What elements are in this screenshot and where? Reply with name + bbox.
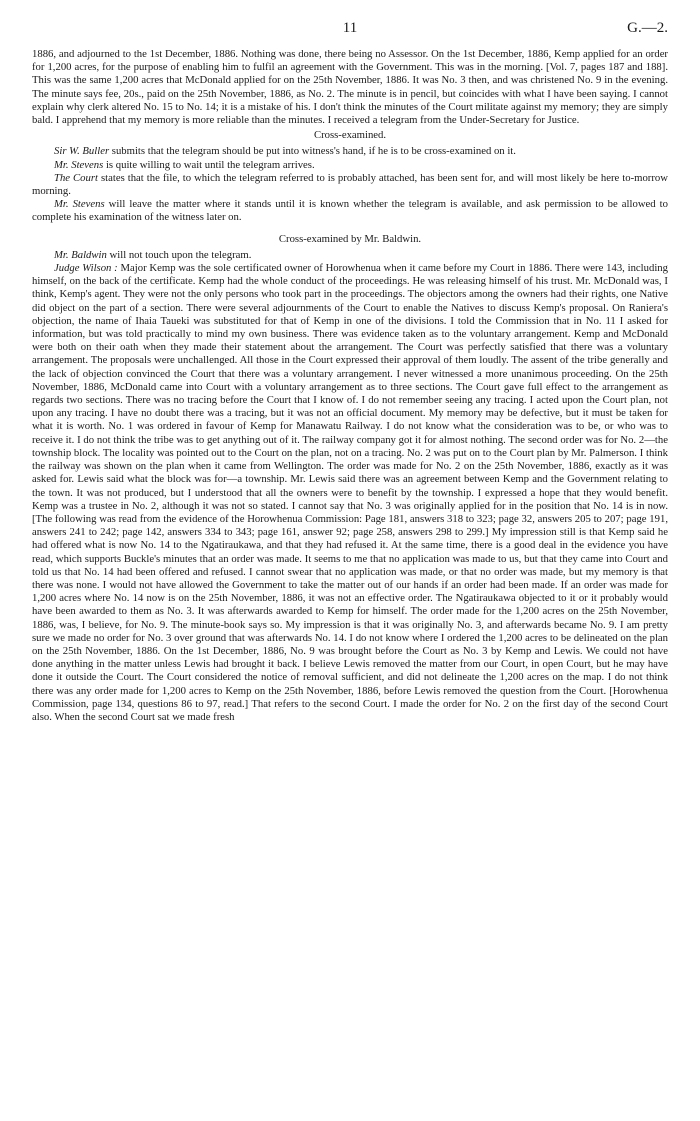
paragraph-court <box>32 172 668 198</box>
section-heading-cross-examined-baldwin: Cross-examined by Mr. Baldwin. <box>278 232 422 245</box>
paragraph-text: states that the file, to which the telegram referred to is probably attached, has been sent for, and will most likely be here to-morrow morning. <box>32 171 668 198</box>
paragraph-text: will leave the matter where it stands until it is known whether the telegram is available, and ask permission to be allowed to complete his examination of the witness later on. <box>32 198 668 224</box>
speaker-name: Judge Wilson : <box>54 262 118 275</box>
paragraph-text: submits that the telegram should be put into witness's hand, if he is to be cross-examined on it. <box>109 145 516 158</box>
speaker-name: Mr. Stevens <box>54 158 104 171</box>
paragraph-buller <box>32 145 668 158</box>
paragraph-text: will not touch upon the telegram. <box>106 248 252 261</box>
section-heading-cross-examined: Cross-examined. <box>313 129 387 142</box>
spacer <box>32 225 668 231</box>
paragraph-continuation: 1886, and adjourned to the 1st December, 1886. Nothing was done, there being no Assessor. On the 1st December, 1886, Kemp applied for an order for 1,200 acres, for the purpose of enabling him to fulfil an agreement with the Government. This was in the morning. [Vol. 7, pages 187 and 188]. This was the same 1,200 acres that McDonald applied for on the 25th November, 1886. It was No. 3 then, and was christened No. 9 in the evening. The minute says fee, 20s., paid on the 25th November, 1886, as No. 2. The minute is in pencil, but coincides with what I have been saying. I cannot explain why clerk altered No. 15 to No. 14; it is a mistake of his. I don't think the minutes of the Court militate against my memory; they are simply bald. I apprehend that my memory is more reliable than the minutes. I received a telegram from the Under-Secretary for Justice. <box>32 48 668 127</box>
speaker-name: The Court <box>54 171 98 184</box>
document-code: G.—2. <box>627 20 668 36</box>
speaker-name: Sir W. Buller <box>54 145 110 158</box>
paragraph-stevens-1 <box>32 159 668 172</box>
paragraph-judge-wilson <box>32 262 668 724</box>
paragraph-stevens-2 <box>32 198 668 224</box>
speaker-name: Mr. Baldwin <box>54 248 107 261</box>
paragraph-baldwin <box>32 249 668 262</box>
page-body <box>32 48 668 724</box>
paragraph-text: is quite willing to wait until the telegram arrives. <box>103 158 315 171</box>
page-number: 11 <box>342 20 358 36</box>
speaker-name: Mr. Stevens <box>54 198 105 211</box>
page-header <box>32 20 668 42</box>
paragraph-text: Major Kemp was the sole certificated owner of Horowhenua when it came before my Court in 1886. There were 143, including himself, on the back of the certificate. Kemp had the whole conduct of the proceedings. He was releasing himself of his trust. Mr. McDonald was, I think, Kemp's agent. They were not the only persons who took part in the proceedings. The objectors among the owners had their rights, one Native did object on the part of a section. There were several adjournments of the Court to enable the Natives to discuss Kemp's proposal. On Raniera's objection, the name of Ihaia Taueki was substituted for that of Kemp in one of the divisions. I told the Commission that in No. 11 I asked for information, but was told practically to mind my own business. There was evidence taken as to the voluntary arrangement. Kemp and McDonald were both on their oath when they made their statement about the arrangement. The Court was perfectly satisfied that there was a voluntary arrangement. The proposals were unchallenged. All those in the Court expressed their approval of them loudly. The assent of the tribe generally and the lack of objection convinced the Court that there was a voluntary arrangement. I never witnessed a more unanimous proceeding. On the 25th November, 1886, McDonald came into Court with a voluntary arrangement as to three sections. The Court gave full effect to the arrangement as regards two sections. There was no tracing before the Court that I know of. I do not remember seeing any tracing. I acted upon the Court plan, not upon any tracing. I have no doubt there was a tracing, but it was not an official document. My memory may be defective, but it must be taken for what it is worth. No. 1 was ordered in favour of Kemp for Manawatu Railway. I do not know what the consideration was to be, or who was to receive it. I do not think the tribe was to get anything out of it. The railway company got it for almost nothing. The second order was for No. 2—the township block. The locality was pointed out to the Court on the plan, not on a tracing. No. 2 was put on to the Court plan by Mr. Palmerson. I think the railway was shown on the plan when it came from Wellington. The order was made for No. 2 on the 25th November, 1886, exactly as it was asked for. Lewis said what the block was for—a township. Mr. Lewis said there was an agreement between Kemp and the Government relating to the town. It was not produced, but I understood that all the owners were to benefit by the township. I expressed a hope that they would benefit. Kemp was a trustee in No. 2, although it was not so stated. I cannot say that No. 3 was originally applied for in the position that No. 14 is in now. [The following was read from the evidence of the Horowhenua Commission: Page 181, answers 318 to 323; page 32, answers 205 to 207; page 191, answers 241 to 242; page 142, answers 334 to 343; page 161, answer 92; page 258, answers 298 to 299.] My impression still is that Kemp said he had offered what is now No. 14 to the Ngatiraukawa, and that they had refused it. At the same time, there is a good deal in the evidence you have read, which supports Buckle's minutes that an order was made. It seems to me that no application was made to us, but that they came into Court and told us that No. 14 had been offered and refused. I cannot swear that no application was made, or that no order was made, but my memory is that there was none. I would not have allowed the Government to take the matter out of our hands if an order had been made. If an order was made for 1,200 acres where No. 14 now is on the 25th November, 1886, it was not an effective order. The Ngatiraukawa objected to it or it probably would have been awarded to them as No. 3. It was afterwards awarded to Kemp for himself. The order made for the 1,200 acres on the 25th November, 1886, was, I believe, for No. 9. The minute-book says so. My impression is that it was originally No. 3, and afterwards became No. 9. I am pretty sure we made no order for No. 3 over ground that was afterwards No. 14. I do not know where I ordered the 1,200 acres to be delineated on the plan on the 25th November, 1886. On the 1st December, 1886, No. 9 was brought before the Court as No. 3 by Kemp and Lewis. We could not have done anything in the matter unless Lewis had brought it back. I believe Lewis removed the matter from our Court, in open Court, but he may have done it outside the Court. The Court considered the notice of removal sufficient, and did not delineate the 1,200 acres on the map. I do not think there was any order made for 1,200 acres to Kemp on the 25th November, 1886, before Lewis removed the question from the Court. [Horowhenua Commission, page 134, questions 86 to 97, read.] That refers to the second Court. I made the order for No. 2 on the first day of the second Court also. When the second Court sat we made fresh <box>32 262 668 723</box>
